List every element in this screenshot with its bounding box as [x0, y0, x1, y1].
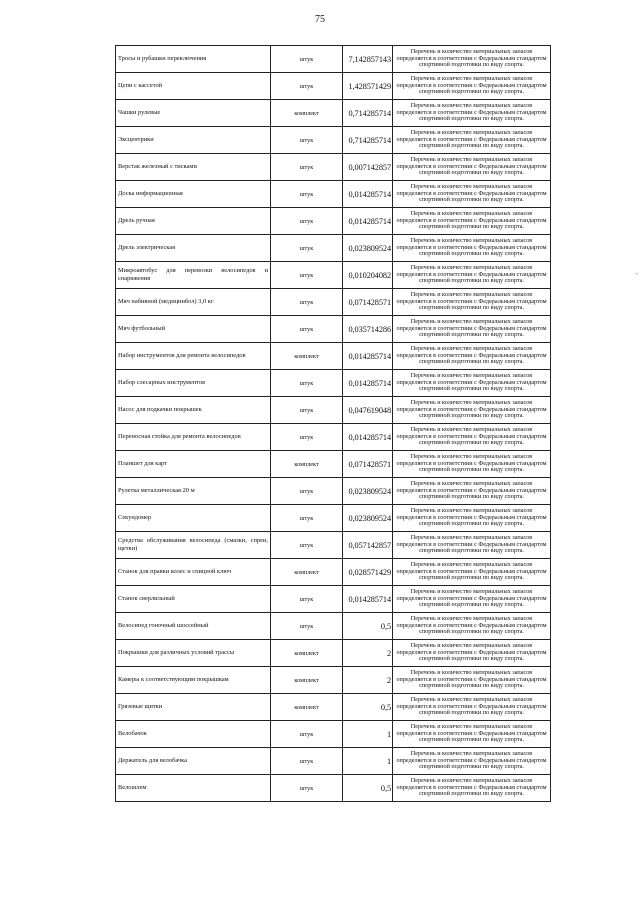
unit-cell: штук	[271, 208, 343, 235]
note-cell: Перечень и количество материальных запасов определяется в соответствии с Федеральным стандартом спортивной подготовки по виду спорта.	[393, 397, 551, 424]
quantity-cell: 0,014285714	[343, 370, 393, 397]
unit-cell: штук	[271, 424, 343, 451]
quantity-cell: 0,5	[343, 694, 393, 721]
unit-cell: штук	[271, 289, 343, 316]
unit-cell: штук	[271, 775, 343, 802]
quantity-cell: 0,047619048	[343, 397, 393, 424]
note-cell: Перечень и количество материальных запасов определяется в соответствии с Федеральным стандартом спортивной подготовки по виду спорта.	[393, 235, 551, 262]
unit-cell: штук	[271, 181, 343, 208]
note-cell: Перечень и количество материальных запасов определяется в соответствии с Федеральным стандартом спортивной подготовки по виду спорта.	[393, 289, 551, 316]
unit-cell: штук	[271, 235, 343, 262]
unit-cell: штук	[271, 505, 343, 532]
unit-cell: штук	[271, 154, 343, 181]
table-row	[116, 505, 551, 532]
item-name-cell: Насос для подкачки покрышек	[116, 397, 271, 424]
item-name-cell: Держатель для велобачка	[116, 748, 271, 775]
note-cell: Перечень и количество материальных запасов определяется в соответствии с Федеральным стандартом спортивной подготовки по виду спорта.	[393, 532, 551, 559]
table-row	[116, 154, 551, 181]
table-row	[116, 559, 551, 586]
quantity-cell: 0,035714286	[343, 316, 393, 343]
item-name-cell: Набор слесарных инструментов	[116, 370, 271, 397]
quantity-cell: 0,014285714	[343, 424, 393, 451]
unit-cell: комплект	[271, 343, 343, 370]
item-name-cell: Эксцентрики	[116, 127, 271, 154]
item-name-cell: Рулетка металлическая 20 м	[116, 478, 271, 505]
note-cell: Перечень и количество материальных запасов определяется в соответствии с Федеральным стандартом спортивной подготовки по виду спорта.	[393, 694, 551, 721]
quantity-cell: 0,023809524	[343, 478, 393, 505]
quantity-cell: 0,014285714	[343, 343, 393, 370]
item-name-cell: Грязевые щитки	[116, 694, 271, 721]
note-cell: Перечень и количество материальных запасов определяется в соответствии с Федеральным стандартом спортивной подготовки по виду спорта.	[393, 370, 551, 397]
note-cell: Перечень и количество материальных запасов определяется в соответствии с Федеральным стандартом спортивной подготовки по виду спорта.	[393, 748, 551, 775]
table-row	[116, 451, 551, 478]
table-row	[116, 127, 551, 154]
table-row	[116, 370, 551, 397]
table-row	[116, 613, 551, 640]
quantity-cell: 0,023809524	[343, 505, 393, 532]
item-name-cell: Секундомер	[116, 505, 271, 532]
item-name-cell: Чашки рулевые	[116, 100, 271, 127]
quantity-cell: 7,142857143	[343, 46, 393, 73]
unit-cell: штук	[271, 46, 343, 73]
unit-cell: комплект	[271, 451, 343, 478]
unit-cell: комплект	[271, 559, 343, 586]
item-name-cell: Мяч набивной (медицинбол) 3,0 кг	[116, 289, 271, 316]
item-name-cell: Станок для правки колес и спицной ключ	[116, 559, 271, 586]
item-name-cell: Покрышки для различных условий трассы	[116, 640, 271, 667]
table-row	[116, 235, 551, 262]
note-cell: Перечень и количество материальных запасов определяется в соответствии с Федеральным стандартом спортивной подготовки по виду спорта.	[393, 262, 551, 289]
note-cell: Перечень и количество материальных запасов определяется в соответствии с Федеральным стандартом спортивной подготовки по виду спорта.	[393, 181, 551, 208]
quantity-cell: 0,014285714	[343, 181, 393, 208]
item-name-cell: Камеры к соответствующим покрышкам	[116, 667, 271, 694]
table-row	[116, 397, 551, 424]
table-row	[116, 721, 551, 748]
item-name-cell: Переносная стойка для ремонта велосипедов	[116, 424, 271, 451]
unit-cell: штук	[271, 478, 343, 505]
table-row	[116, 181, 551, 208]
quantity-cell: 2	[343, 640, 393, 667]
note-cell: Перечень и количество материальных запасов определяется в соответствии с Федеральным стандартом спортивной подготовки по виду спорта.	[393, 667, 551, 694]
table-row	[116, 748, 551, 775]
unit-cell: штук	[271, 613, 343, 640]
note-cell: Перечень и количество материальных запасов определяется в соответствии с Федеральным стандартом спортивной подготовки по виду спорта.	[393, 424, 551, 451]
quantity-cell: 0,023809524	[343, 235, 393, 262]
unit-cell: комплект	[271, 667, 343, 694]
table-row	[116, 586, 551, 613]
note-cell: Перечень и количество материальных запасов определяется в соответствии с Федеральным стандартом спортивной подготовки по виду спорта.	[393, 100, 551, 127]
quantity-cell: 0,007142857	[343, 154, 393, 181]
note-cell: Перечень и количество материальных запасов определяется в соответствии с Федеральным стандартом спортивной подготовки по виду спорта.	[393, 640, 551, 667]
item-name-cell: Дрель электрическая	[116, 235, 271, 262]
materials-table-body	[116, 46, 551, 802]
unit-cell: штук	[271, 748, 343, 775]
table-row	[116, 667, 551, 694]
quantity-cell: 0,014285714	[343, 208, 393, 235]
table-row	[116, 478, 551, 505]
table-row	[116, 289, 551, 316]
materials-table	[115, 45, 551, 802]
note-cell: Перечень и количество материальных запасов определяется в соответствии с Федеральным стандартом спортивной подготовки по виду спорта.	[393, 613, 551, 640]
table-row	[116, 208, 551, 235]
item-name-cell: Велобачок	[116, 721, 271, 748]
item-name-cell: Доска информационная	[116, 181, 271, 208]
unit-cell: штук	[271, 316, 343, 343]
note-cell: Перечень и количество материальных запасов определяется в соответствии с Федеральным стандартом спортивной подготовки по виду спорта.	[393, 721, 551, 748]
item-name-cell: Средства обслуживания велосипеда (смазки, спреи, щетки)	[116, 532, 271, 559]
item-name-cell: Станок сверлильный	[116, 586, 271, 613]
item-name-cell: Дрель ручная	[116, 208, 271, 235]
unit-cell: комплект	[271, 100, 343, 127]
quantity-cell: 0,028571429	[343, 559, 393, 586]
table-row	[116, 100, 551, 127]
unit-cell: штук	[271, 127, 343, 154]
table-row	[116, 640, 551, 667]
quantity-cell: 1,428571429	[343, 73, 393, 100]
table-row	[116, 343, 551, 370]
item-name-cell: Верстак железный с тисками	[116, 154, 271, 181]
note-cell: Перечень и количество материальных запасов определяется в соответствии с Федеральным стандартом спортивной подготовки по виду спорта.	[393, 73, 551, 100]
unit-cell: штук	[271, 586, 343, 613]
quantity-cell: 2	[343, 667, 393, 694]
table-row	[116, 775, 551, 802]
quantity-cell: 0,010204082	[343, 262, 393, 289]
unit-cell: комплект	[271, 640, 343, 667]
note-cell: Перечень и количество материальных запасов определяется в соответствии с Федеральным стандартом спортивной подготовки по виду спорта.	[393, 775, 551, 802]
note-cell: Перечень и количество материальных запасов определяется в соответствии с Федеральным стандартом спортивной подготовки по виду спорта.	[393, 451, 551, 478]
item-name-cell: Цепи с кассетой	[116, 73, 271, 100]
note-cell: Перечень и количество материальных запасов определяется в соответствии с Федеральным стандартом спортивной подготовки по виду спорта.	[393, 586, 551, 613]
unit-cell: комплект	[271, 694, 343, 721]
unit-cell: штук	[271, 397, 343, 424]
margin-mark: -	[635, 269, 638, 278]
note-cell: Перечень и количество материальных запасов определяется в соответствии с Федеральным стандартом спортивной подготовки по виду спорта.	[393, 478, 551, 505]
quantity-cell: 0,714285714	[343, 127, 393, 154]
quantity-cell: 0,714285714	[343, 100, 393, 127]
unit-cell: штук	[271, 262, 343, 289]
unit-cell: штук	[271, 532, 343, 559]
quantity-cell: 1	[343, 748, 393, 775]
note-cell: Перечень и количество материальных запасов определяется в соответствии с Федеральным стандартом спортивной подготовки по виду спорта.	[393, 559, 551, 586]
item-name-cell: Велосипед гоночный шоссейный	[116, 613, 271, 640]
quantity-cell: 0,5	[343, 613, 393, 640]
quantity-cell: 1	[343, 721, 393, 748]
unit-cell: штук	[271, 370, 343, 397]
note-cell: Перечень и количество материальных запасов определяется в соответствии с Федеральным стандартом спортивной подготовки по виду спорта.	[393, 316, 551, 343]
quantity-cell: 0,057142857	[343, 532, 393, 559]
item-name-cell: Велошлем	[116, 775, 271, 802]
note-cell: Перечень и количество материальных запасов определяется в соответствии с Федеральным стандартом спортивной подготовки по виду спорта.	[393, 127, 551, 154]
item-name-cell: Набор инструментов для ремонта велосипедов	[116, 343, 271, 370]
quantity-cell: 0,014285714	[343, 586, 393, 613]
note-cell: Перечень и количество материальных запасов определяется в соответствии с Федеральным стандартом спортивной подготовки по виду спорта.	[393, 505, 551, 532]
table-row	[116, 73, 551, 100]
unit-cell: штук	[271, 721, 343, 748]
item-name-cell: Тросы и рубашки переключения	[116, 46, 271, 73]
note-cell: Перечень и количество материальных запасов определяется в соответствии с Федеральным стандартом спортивной подготовки по виду спорта.	[393, 343, 551, 370]
item-name-cell: Микроавтобус для перевозки велосипедов и снаряжения	[116, 262, 271, 289]
unit-cell: штук	[271, 73, 343, 100]
table-row	[116, 532, 551, 559]
note-cell: Перечень и количество материальных запасов определяется в соответствии с Федеральным стандартом спортивной подготовки по виду спорта.	[393, 154, 551, 181]
note-cell: Перечень и количество материальных запасов определяется в соответствии с Федеральным стандартом спортивной подготовки по виду спорта.	[393, 208, 551, 235]
table-row	[116, 316, 551, 343]
note-cell: Перечень и количество материальных запасов определяется в соответствии с Федеральным стандартом спортивной подготовки по виду спорта.	[393, 46, 551, 73]
table-row	[116, 694, 551, 721]
table-row	[116, 46, 551, 73]
item-name-cell: Планшет для карт	[116, 451, 271, 478]
table-row	[116, 424, 551, 451]
quantity-cell: 0,5	[343, 775, 393, 802]
item-name-cell: Мяч футбольный	[116, 316, 271, 343]
table-row	[116, 262, 551, 289]
quantity-cell: 0,071428571	[343, 289, 393, 316]
page-number: 75	[315, 14, 325, 25]
quantity-cell: 0,071428571	[343, 451, 393, 478]
